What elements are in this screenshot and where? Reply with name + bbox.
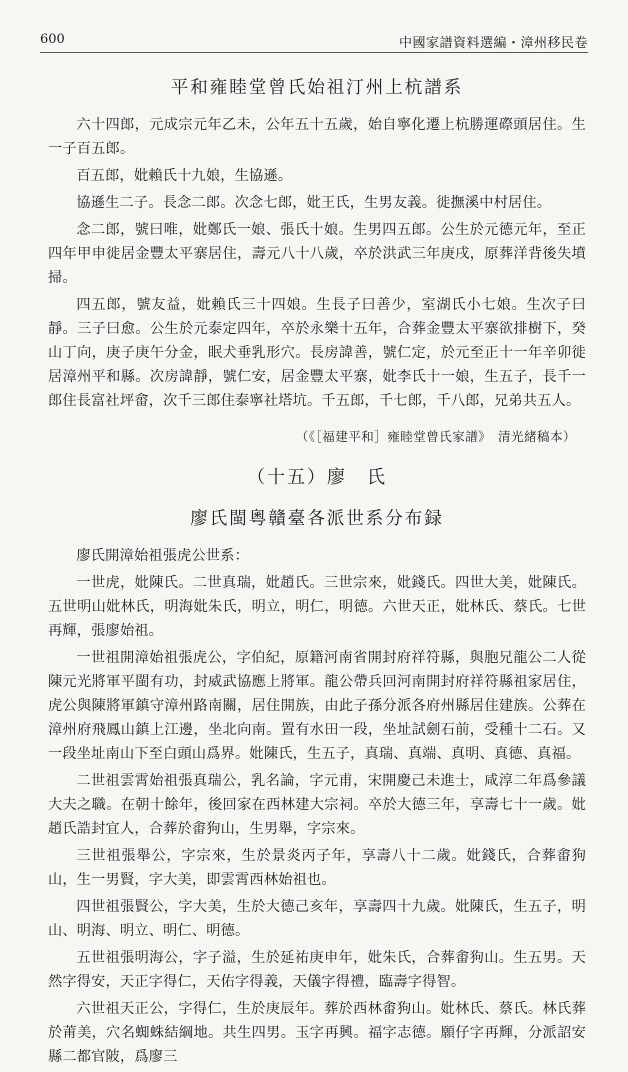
paragraph: 念二郎，號曰唯，妣鄭氏一娘、張氏十娘。生男四五郎。公生於元德元年，至正四年甲申徙居金豐太平寨居住，壽元八十八歲，卒於洪武三年庚戌，原葬洋背後失墳掃。	[48, 222, 586, 286]
paragraph: 四世祖張賢公，字大美，生於大德己亥年，享壽四十九歲。妣陳氏，生五子，明山、明海、明立、明仁、明德。	[48, 899, 586, 939]
paragraph: 百五郎，妣賴氏十九娘，生協遜。	[76, 168, 293, 184]
running-title: 中國家譜資料選編・漳州移民卷	[398, 36, 588, 51]
paragraph: 五世祖張明海公，字子溢，生於延祐庚申年，妣朱氏，合葬畬狗山。生五男。天然字得安，天正字得仁，天佑字得義，天儀字得禮，臨壽字得智。	[48, 950, 586, 990]
source-citation: （《［福建平和］雍睦堂曾氏家譜》 清光緒稿本）	[295, 429, 576, 444]
paragraph: 一世祖開漳始祖張虎公，字伯紀，原籍河南省開封府祥符縣，與胞兄龍公二人從陳元光將軍平閩有功，封威武協應上將軍。龍公帶兵回河南開封府祥符縣祖家居住，虎公與陳將軍鎮守漳州路南關，居住開族，由此子孫分派各府州縣居住建族。公葬在漳州府飛鳳山鎮上江邊，坐北向南。置有水田一段，坐址試劍石前，受種十二石。又一段坐址南山下至白頭山爲界。妣陳氏，生五子，真瑞、真端、真明、真德、真福。	[48, 650, 586, 762]
section-title-liao: 廖氏閩粵贛臺各派世系分布録	[190, 509, 444, 529]
page-content	[48, 68, 586, 1072]
paragraph: 一世虎，妣陳氏。二世真瑞，妣趙氏。三世宗來，妣錢氏。四世大美，妣陳氏。五世明山妣林氏，明海妣朱氏，明立，明仁，明德。六世天正，妣林氏、蔡氏。七世再輝，張廖始祖。	[48, 575, 586, 639]
paragraph: 四五郎，號友益，妣賴氏三十四娘。生長子曰善少，室湖氏小七娘。生次子曰靜。三子曰愈。公生於元泰定四年，卒於永樂十五年，合葬金豐太平寨欲排樹下，癸山丁向，庚子庚午分金，眠犬垂乳形穴。長房諱善，號仁定，於元至正十一年辛卯徙居漳州平和縣。次房諱靜，號仁安，居金豐太平寨，妣李氏十一娘，生五子，長千一郎住長富社坪畲，次千三郎住泰寧社塔坑。千五郎，千七郎，千八郎，兄弟共五人。	[48, 297, 586, 409]
section-title-zeng: 平和雍睦堂曾氏始祖汀州上杭譜系	[170, 78, 464, 98]
paragraph: 廖氏開漳始祖張虎公世系：	[76, 548, 250, 564]
page-number: 600	[40, 32, 65, 47]
paragraph: 三世祖張舉公，字宗來，生於景炎丙子年，享壽八十二歲。妣錢氏，合葬畬狗山，生一男賢，字大美，即雲霄西林始祖也。	[48, 848, 586, 888]
paragraph: 協遜生二子。長念二郎。次念七郎，妣王氏，生男友義。徙撫溪中村居住。	[76, 195, 552, 211]
page-header	[40, 30, 588, 53]
paragraph: 六世祖天正公，字得仁，生於庚辰年。葬於西林畬狗山。妣林氏、蔡氏。林氏葬於莆美，穴名蜘蛛結綱地。共生四男。玉字再興。福字志德。願仔字再輝，分派詔安縣二都官陂，爲廖三	[48, 1001, 586, 1065]
paragraph: 二世祖雲霄始祖張真瑞公，乳名論，字元甫，宋開慶己未進士，咸淳二年爲參議大夫之職。在朝十餘年，後回家在西林建大宗祠。卒於大德三年，享壽七十一歲。妣趙氏誥封宜人，合葬於畬狗山，生男舉，字宗來。	[48, 773, 586, 837]
clan-heading-liao: （十五）廖 氏	[247, 467, 387, 488]
paragraph: 六十四郎，元成宗元年乙未，公年五十五歲，始自寧化遷上杭勝運磜頭居住。生一子百五郎。	[48, 117, 586, 157]
